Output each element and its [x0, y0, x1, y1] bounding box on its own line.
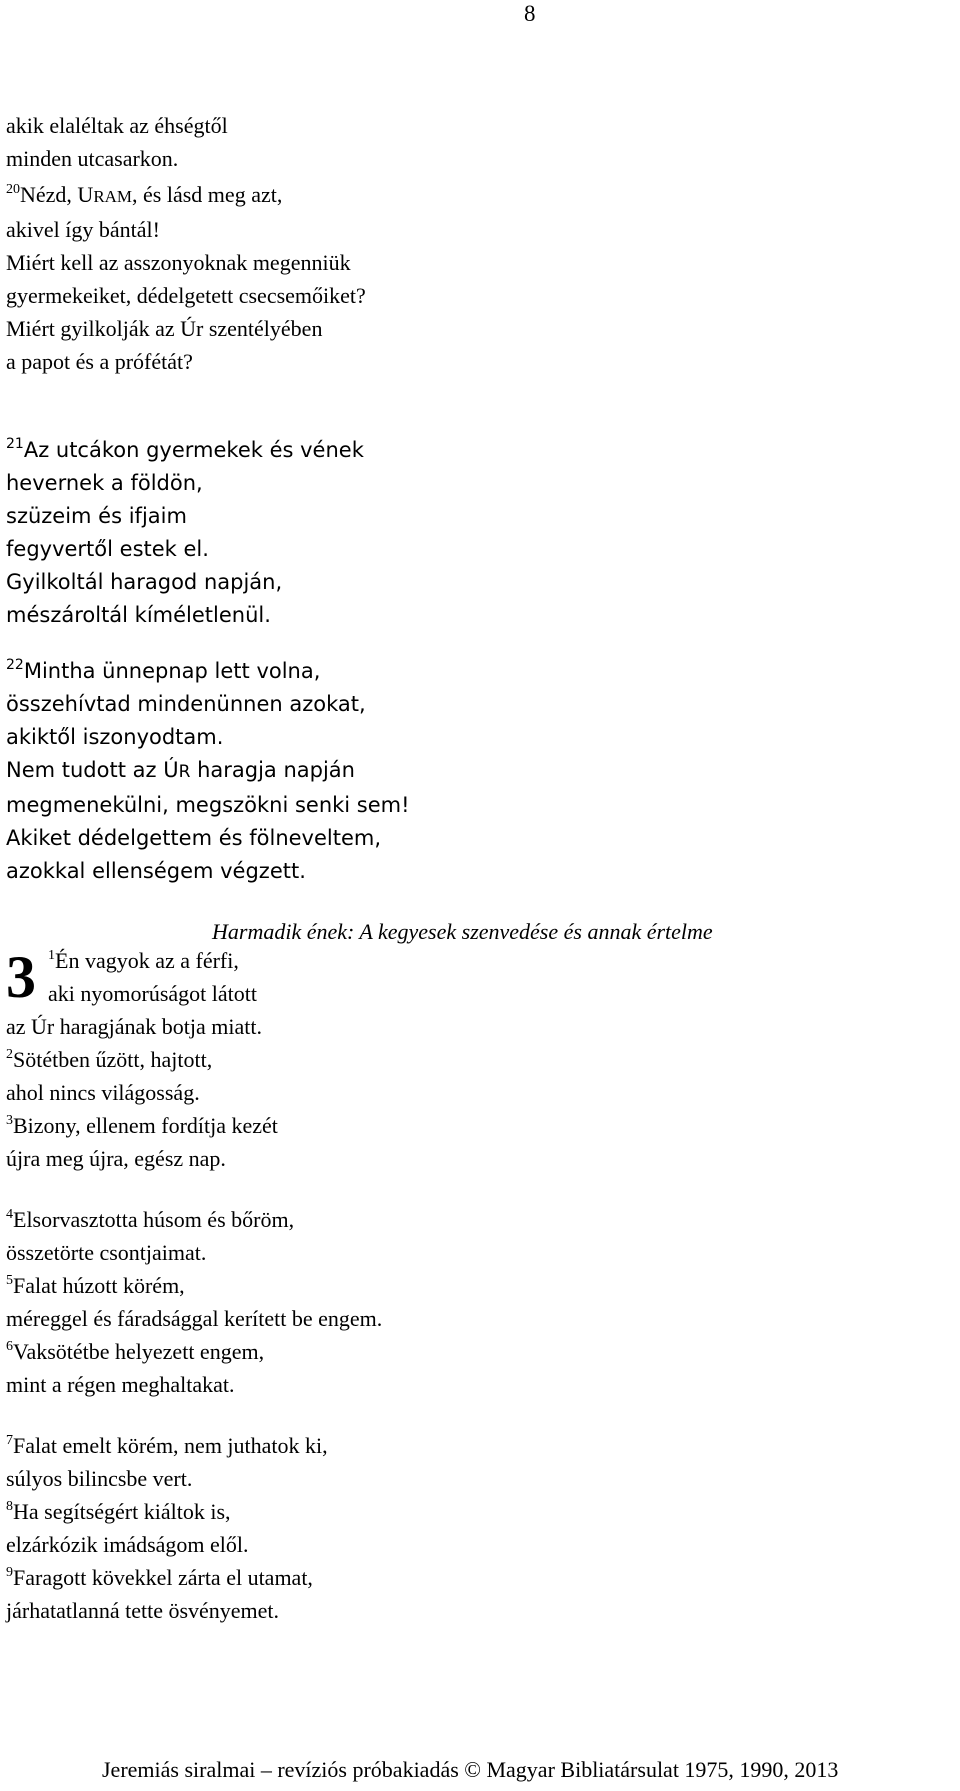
stanza-verse-20 [6, 178, 906, 378]
verse-number: 22 [6, 657, 24, 673]
verse-line: akivel így bántál! [6, 217, 160, 242]
verse-line: járhatatlanná tette ösvényemet. [6, 1598, 280, 1623]
verse-line: $^6$Vaksötétbe helyezett engem, [6, 1339, 265, 1364]
verse-line: mint a régen meghaltakat. [6, 1372, 235, 1397]
page-footer: Jeremiás siralmai – revíziós próbakiadás © Magyar Bibliatársulat 1975, 1990, 2013 [102, 1757, 839, 1782]
verse-line: $^8$Ha segítségért kiáltok is, [6, 1499, 231, 1524]
verse-line: elzárkózik imádságom elől. [6, 1532, 249, 1557]
verse-number: 3 [6, 1113, 13, 1128]
stanza-verse-21 [6, 434, 906, 632]
verse-line: hevernek a földön, [6, 471, 203, 495]
verse-line: Miért gyilkolják az Úr szentélyében [6, 316, 323, 341]
stanza-verse-22 [6, 655, 906, 888]
verse-line: minden utcasarkon. [6, 146, 179, 171]
verse-number: 6 [6, 1339, 13, 1354]
verse-line: $^{20}$Nézd, URAM, és lásd meg azt, [6, 182, 283, 207]
verse-number: 8 [6, 1499, 13, 1514]
verse-number: 5 [6, 1273, 13, 1288]
verse-number: 7 [6, 1433, 13, 1448]
verse-line: összetörte csontjaimat. [6, 1240, 207, 1265]
stanza-verses-1-3 [6, 1010, 906, 1175]
stanza-verses-7-9 [6, 1429, 906, 1627]
verse-number: 21 [6, 436, 24, 452]
verse-line: szüzeim és ifjaim [6, 504, 187, 528]
stanza-verses-4-6 [6, 1203, 906, 1401]
verse-line: méreggel és fáradsággal kerített be engem. [6, 1306, 383, 1331]
verse-line: $^{22}$Mintha ünnepnap lett volna, [6, 657, 321, 683]
verse-line: $^3$Bizony, ellenem fordítja kezét [6, 1113, 278, 1138]
verse-line: $^4$Elsorvasztotta húsom és bőröm, [6, 1207, 295, 1232]
verse-line: $^7$Falat emelt körém, nem juthatok ki, [6, 1433, 328, 1458]
verse-line: Nem tudott az ÚR haragja napján [6, 758, 355, 782]
verse-line: akiktől iszonyodtam. [6, 725, 224, 749]
verse-number: 20 [6, 182, 20, 197]
chapter-number: 3 [6, 944, 36, 1010]
lord-smallcaps: RAM [93, 187, 133, 206]
verse-line: gyermekeiket, dédelgetett csecsemőiket? [6, 283, 366, 308]
chapter-3-first-lines [48, 944, 257, 1010]
verse-line: $^{21}$Az utcákon gyermekek és vének [6, 436, 364, 462]
verse-line: aki nyomorúságot látott [48, 981, 257, 1006]
verse-line: Gyilkoltál haragod napján, [6, 570, 283, 594]
verse-line: összehívtad mindenünnen azokat, [6, 692, 366, 716]
lord-smallcaps: R [178, 762, 191, 782]
verse-line: az Úr haragjának botja miatt. [6, 1014, 262, 1039]
verse-line: $^1$Én vagyok az a férfi, [48, 948, 239, 973]
chapter-heading: Harmadik ének: A kegyesek szenvedése és annak értelme [212, 919, 713, 944]
verse-line: $^2$Sötétben űzött, hajtott, [6, 1047, 213, 1072]
verse-number: 1 [48, 948, 55, 963]
verse-line: súlyos bilincsbe vert. [6, 1466, 193, 1491]
verse-line: Akiket dédelgettem és fölneveltem, [6, 826, 382, 850]
verse-number: 4 [6, 1207, 13, 1222]
verse-line: $^5$Falat húzott körém, [6, 1273, 185, 1298]
stanza-1 [6, 109, 906, 175]
verse-line: a papot és a prófétát? [6, 349, 193, 374]
verse-line: ahol nincs világosság. [6, 1080, 200, 1105]
verse-line: mészároltál kíméletlenül. [6, 603, 271, 627]
verse-line: azokkal ellenségem végzett. [6, 859, 306, 883]
verse-line: fegyvertől estek el. [6, 537, 209, 561]
verse-line: megmenekülni, megszökni senki sem! [6, 793, 410, 817]
verse-line: $^9$Faragott kövekkel zárta el utamat, [6, 1565, 313, 1590]
verse-line: akik elaléltak az éhségtől [6, 113, 228, 138]
verse-number: 9 [6, 1565, 13, 1580]
verse-line: Miért kell az asszonyoknak megenniük [6, 250, 351, 275]
verse-line: újra meg újra, egész nap. [6, 1146, 226, 1171]
page-number: 8 [524, 1, 536, 26]
verse-number: 2 [6, 1047, 13, 1062]
